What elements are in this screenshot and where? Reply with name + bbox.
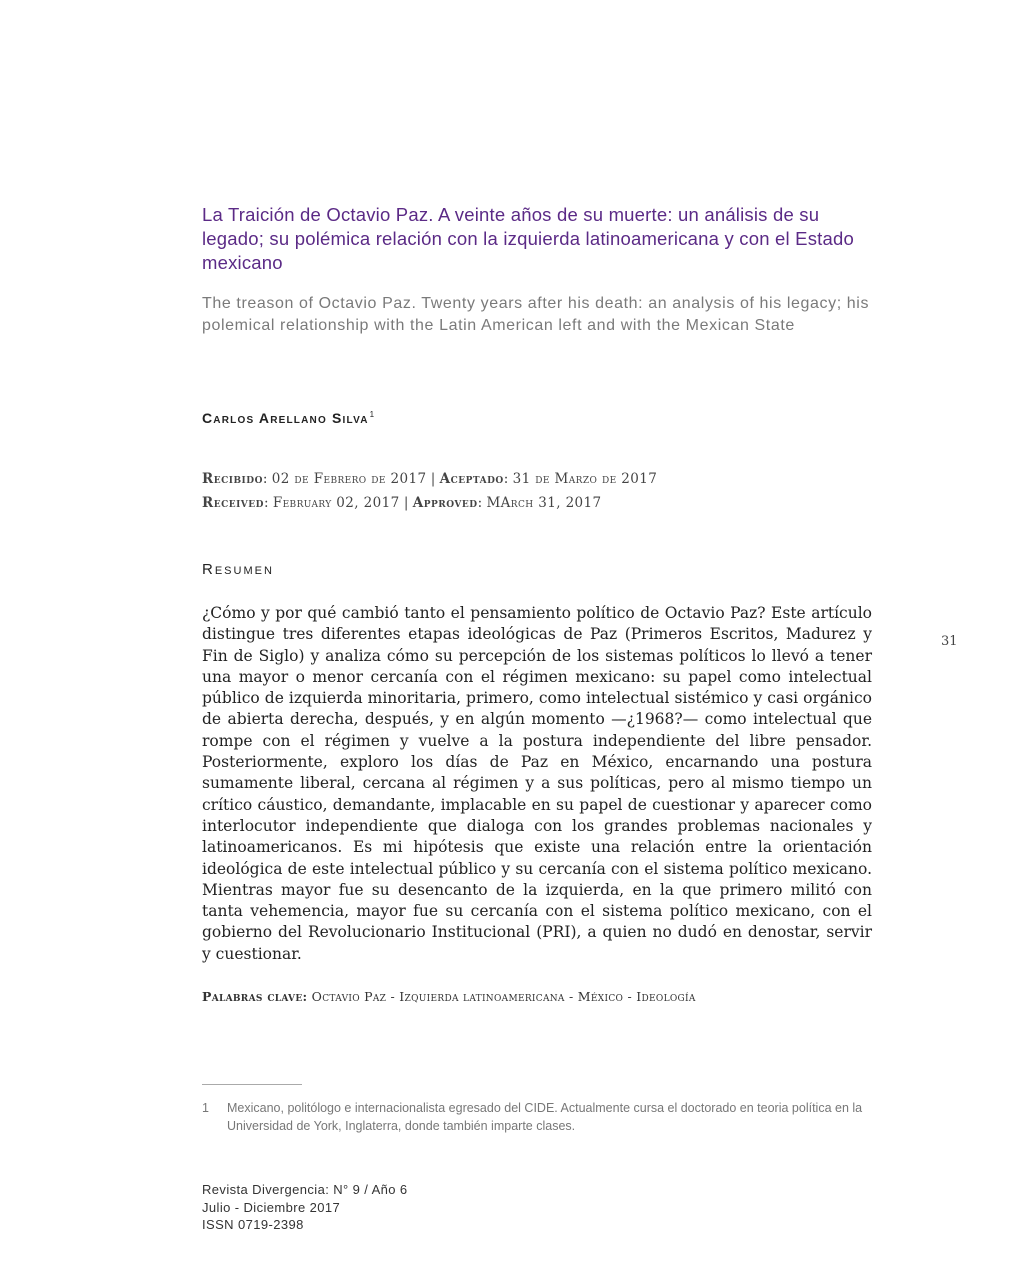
journal-issn: ISSN 0719-2398 (202, 1217, 304, 1232)
footnote-number: 1 (202, 1101, 209, 1115)
approved-value-en: MArch 31, 2017 (486, 495, 602, 511)
received-value-es: 02 de Febrero de 2017 (271, 471, 427, 487)
approved-label-en: Approved (412, 495, 478, 511)
page-number: 31 (941, 634, 958, 649)
received-label-es: Recibido (202, 471, 263, 487)
keywords-label: Palabras clave: (202, 989, 308, 1004)
dates-es: Recibido: 02 de Febrero de 2017 | Aceptado: 31 de Marzo de 2017 (202, 471, 658, 487)
keywords (202, 989, 696, 1004)
dates-en: Received: February 02, 2017 | Approved: MArch 31, 2017 (202, 495, 602, 511)
received-label-en: Received (202, 495, 264, 511)
abstract-text: ¿Cómo y por qué cambió tanto el pensamiento político de Octavio Paz? Este artículo distingue tres diferentes etapas ideológicas de Paz (Primeros Escritos, Madurez y Fin de Siglo) y analiza cómo su percepción de los sistemas políticos lo llevó a tener una mayor o menor cercanía con el régimen mexicano: su papel como intelectual público de izquierda minoritaria, primero, como intelectual sistémico y casi orgánico de abierta derecha, después, y en algún momento —¿1968?— como intelectual que rompe con el régimen y vuelve a la postura independiente del libre pensador. Posteriormente, exploro los días de Paz en México, encarnando una postura sumamente liberal, cercana al régimen y a sus políticas, pero al mismo tiempo un crítico cáustico, demandante, implacable en su papel de cuestionar y aparecer como interlocutor independiente que dialoga con los grandes problemas nacionales y latinoamericanos. Es mi hipótesis que existe una relación entre la orientación ideológica de este intelectual público y su cercanía con el sistema político mexicano. Mientras mayor fue su desencanto de la izquierda, en la que primero militó con tanta vehemencia, mayor fue su cercanía con el sistema político mexicano, con el gobierno del Revolucionario Institucional (PRI), a quien no dudó en denostar, servir y cuestionar. (202, 604, 872, 963)
footnote-divider (202, 1084, 302, 1085)
accepted-label-es: Aceptado (439, 471, 504, 487)
author (202, 410, 375, 426)
received-value-en: February 02, 2017 (272, 495, 400, 511)
accepted-value-es: 31 de Marzo de 2017 (512, 471, 658, 487)
date-separator-es: | (430, 471, 436, 487)
article-title-en: The treason of Octavio Paz. Twenty years after his death: an analysis of his legacy; his polemical relationship with the Latin American left and with the Mexican State (202, 295, 870, 334)
article-title-es: La Traición de Octavio Paz. A veinte años de su muerte: un análisis de su legado; su polémica relación con la izquierda latinoamericana y con el Estado mexicano (202, 204, 854, 273)
journal-period: Julio - Diciembre 2017 (202, 1199, 341, 1215)
author-name: Carlos Arellano Silva (202, 410, 369, 426)
author-footnote-ref: 1 (369, 410, 376, 420)
abstract-heading: Resumen (202, 561, 274, 578)
journal-info (202, 1181, 408, 1234)
journal-issue: Revista Divergencia: N° 9 / Año 6 (202, 1182, 408, 1197)
footnote-text: Mexicano, politólogo e internacionalista egresado del CIDE. Actualmente cursa el doctorado en teoria política en la Universidad de York, Inglaterra, donde también imparte clases. (227, 1101, 863, 1133)
keywords-text: Octavio Paz - Izquierda latinoamericana - México - Ideología (311, 989, 696, 1004)
date-separator-en: | (403, 495, 409, 511)
footnote (202, 1099, 877, 1135)
